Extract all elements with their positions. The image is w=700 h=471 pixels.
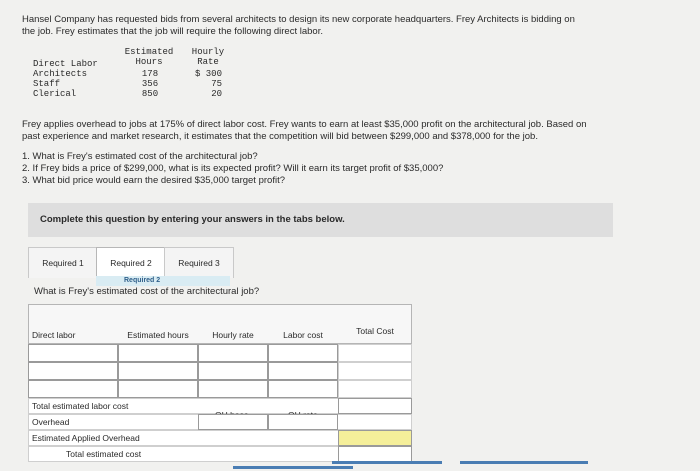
hours-input-2[interactable] xyxy=(118,362,198,380)
row-hours-architects: 178 xyxy=(141,69,159,79)
oh-rate-input[interactable] xyxy=(268,414,338,430)
tab-required-1[interactable]: Required 1 xyxy=(28,247,98,278)
row-rate-architects: $ 300 xyxy=(194,69,222,79)
overhead-line-1: Frey applies overhead to jobs at 175% of direct labor cost. Frey wants to earn at least $35,000 profit on the architectural job. Based on xyxy=(22,119,587,130)
row-rate-staff: 75 xyxy=(211,79,222,89)
total-labor-label: Total estimated labor cost xyxy=(32,401,129,411)
col-direct-labor: Direct labor xyxy=(32,330,76,340)
labor-cost-input-2[interactable] xyxy=(268,362,338,380)
active-tab-strip: Required 2 xyxy=(96,276,230,286)
question-title: What is Frey's estimated cost of the architectural job? xyxy=(34,286,260,297)
question-list xyxy=(22,151,443,187)
hours-input-3[interactable] xyxy=(118,380,198,398)
intro-line-2: the job. Frey estimates that the job will require the following direct labor. xyxy=(22,26,323,37)
row-hours-clerical: 850 xyxy=(141,89,159,99)
instruction-text: Complete this question by entering your answers in the tabs below. xyxy=(40,214,345,225)
labor-cost-input-1[interactable] xyxy=(268,344,338,362)
col-estimated-hours: Estimated hours xyxy=(127,330,189,340)
total-cost-input[interactable] xyxy=(338,446,412,462)
row-label-staff: Staff xyxy=(33,79,61,89)
hours-input-1[interactable] xyxy=(118,344,198,362)
answer-grid xyxy=(28,304,412,464)
applied-overhead-input[interactable] xyxy=(338,430,412,446)
total-cost-cell-2 xyxy=(338,362,412,380)
question-3: 3. What bid price would earn the desired $35,000 target profit? xyxy=(22,175,285,186)
row-rate-clerical: 20 xyxy=(211,89,222,99)
rate-header-2: Rate xyxy=(197,57,219,67)
applied-overhead-label: Estimated Applied Overhead xyxy=(32,433,140,443)
overhead-line-2: past experience and market research, it estimates that the competition will bid between $299,000 and $378,000 for the job. xyxy=(22,131,538,142)
rate-input-1[interactable] xyxy=(198,344,268,362)
intro-line-1: Hansel Company has requested bids from several architects to design its new corporate headquarters. Frey Architects is bidding on xyxy=(22,14,575,25)
labor-type-input-3[interactable] xyxy=(28,380,118,398)
question-2: 2. If Frey bids a price of $299,000, what is its expected profit? Will it earn its target profit of $35,000? xyxy=(22,163,444,174)
question-1: 1. What is Frey's estimated cost of the architectural job? xyxy=(22,151,258,162)
tab-required-2[interactable]: Required 2 xyxy=(96,247,166,278)
tab-required-3[interactable]: Required 3 xyxy=(164,247,234,278)
row-label-clerical: Clerical xyxy=(33,89,77,99)
col-total-cost: Total Cost xyxy=(356,326,394,336)
labor-type-input-1[interactable] xyxy=(28,344,118,362)
overhead-label: Overhead xyxy=(32,417,70,427)
bottom-rule-3 xyxy=(460,461,588,464)
hours-header-2: Hours xyxy=(135,57,163,67)
direct-labor-label: Direct Labor xyxy=(33,59,98,69)
total-cost-cell-1 xyxy=(338,344,412,362)
bottom-rule-1 xyxy=(233,466,353,469)
rate-input-2[interactable] xyxy=(198,362,268,380)
col-hourly-rate: Hourly rate xyxy=(212,330,254,340)
total-cost-label: Total estimated cost xyxy=(66,449,142,459)
bottom-rule-2 xyxy=(332,461,442,464)
rate-input-3[interactable] xyxy=(198,380,268,398)
oh-base-input[interactable] xyxy=(198,414,268,430)
col-labor-cost: Labor cost xyxy=(283,330,323,340)
labor-cost-input-3[interactable] xyxy=(268,380,338,398)
total-labor-input[interactable] xyxy=(338,398,412,414)
rate-header-1: Hourly xyxy=(191,47,225,57)
labor-type-input-2[interactable] xyxy=(28,362,118,380)
row-hours-staff: 356 xyxy=(141,79,159,89)
hours-header-1: Estimated xyxy=(124,47,174,57)
total-cost-cell-3 xyxy=(338,380,412,398)
row-label-architects: Architects xyxy=(33,69,88,79)
instruction-banner xyxy=(28,203,613,237)
